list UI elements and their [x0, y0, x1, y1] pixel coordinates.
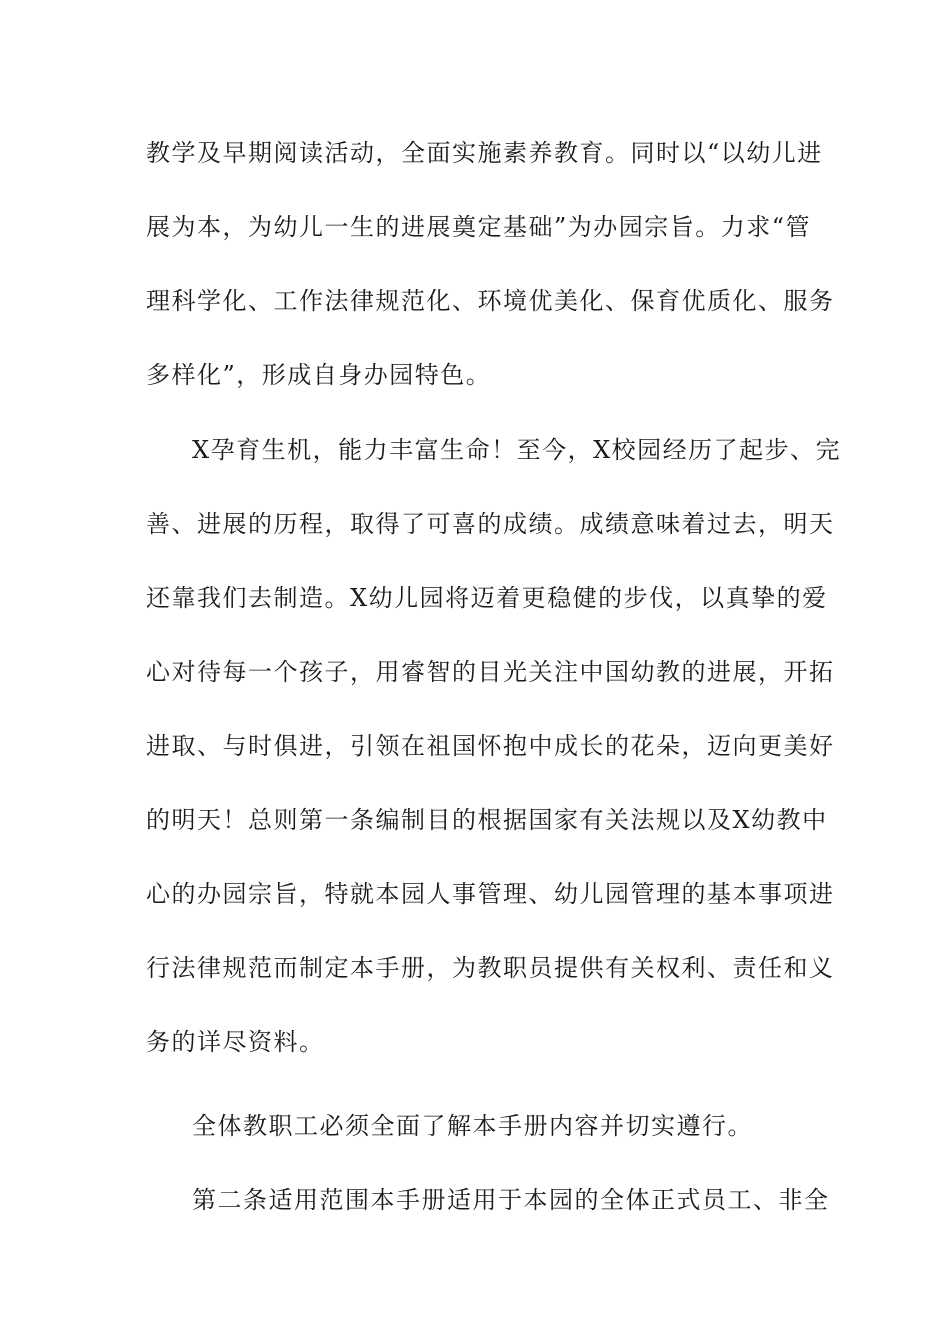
paragraph-line: 心对待每一个孩子，用睿智的目光关注中国幼教的进展，开拓 [146, 658, 835, 686]
paragraph-line: 多样化”，形成自身办园特色。 [146, 361, 492, 389]
paragraph-line: 行法律规范而制定本手册，为教职员提供有关权利、责任和义 [146, 954, 835, 982]
paragraph-line: 的明天！总则第一条编制目的根据国家有关法规以及X幼教中 [146, 806, 828, 834]
paragraph-line: 教学及早期阅读活动，全面实施素养教育。同时以“以幼儿进 [146, 139, 823, 167]
paragraph-line: 善、进展的历程，取得了可喜的成绩。成绩意味着过去，明天 [146, 510, 835, 538]
paragraph-line: 第二条适用范围本手册适用于本园的全体正式员工、非全 [192, 1186, 830, 1214]
paragraph-line: 全体教职工必须全面了解本手册内容并切实遵行。 [192, 1112, 753, 1140]
paragraph-line: 心的办园宗旨，特就本园人事管理、幼儿园管理的基本事项进 [146, 880, 835, 908]
paragraph-line: X孕育生机，能力丰富生命！至今，X校园经历了起步、完 [192, 436, 842, 464]
paragraph-line: 展为本，为幼儿一生的进展奠定基础”为办园宗旨。力求“管 [146, 213, 812, 241]
paragraph-line: 理科学化、工作法律规范化、环境优美化、保育优质化、服务 [146, 287, 835, 315]
paragraph-line: 务的详尽资料。 [146, 1028, 325, 1056]
paragraph-line: 进取、与时俱进，引领在祖国怀抱中成长的花朵，迈向更美好 [146, 732, 835, 760]
paragraph-line: 还靠我们去制造。X幼儿园将迈着更稳健的步伐，以真挚的爱 [146, 584, 828, 612]
